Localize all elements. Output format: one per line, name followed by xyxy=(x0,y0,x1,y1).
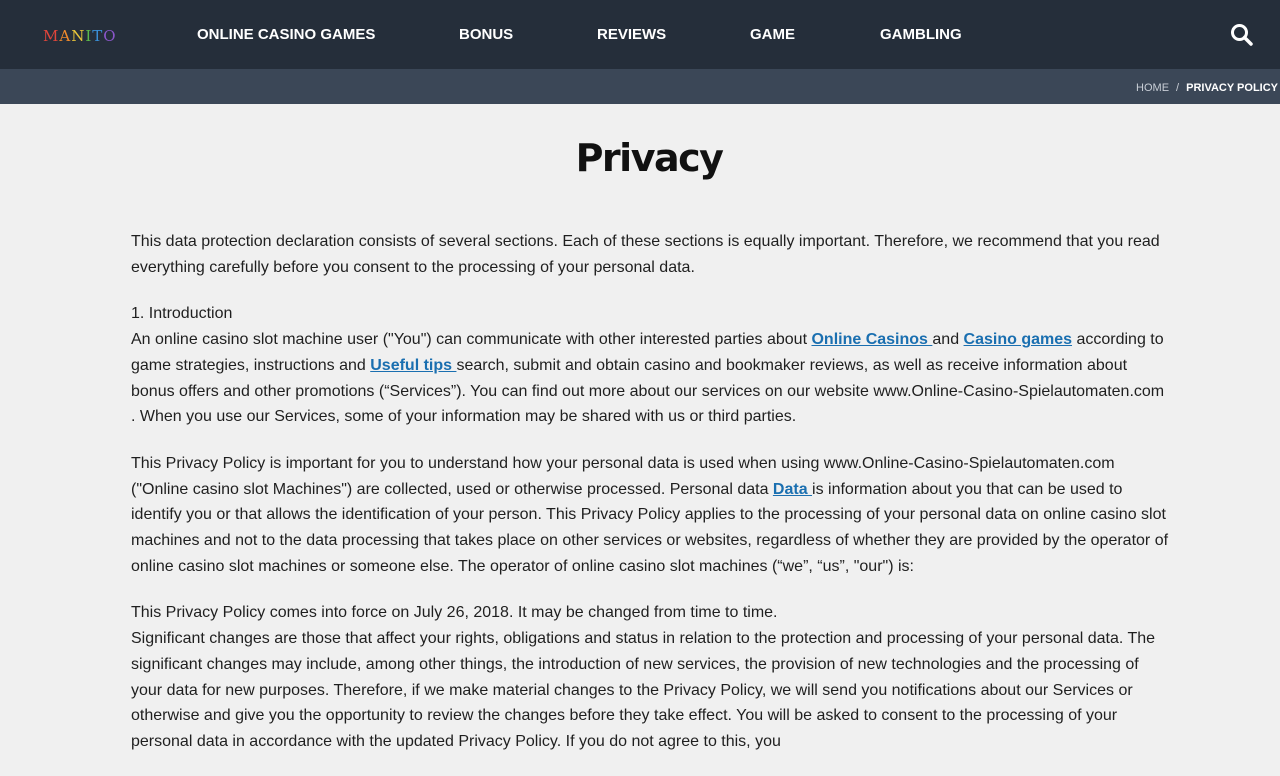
paragraph-text: is information about you that can be used to identify you or that allows the identification of your person. This Privacy Policy applies to the processing of your personal data on online casino slot machines and not to the data processing that takes place on other services or websites, regardless of whether they are provided by the operator of online casino slot machines or someone else. The operator of online casino slot machines (“we”, “us”, "our") is: xyxy=(131,480,1169,575)
search-icon[interactable] xyxy=(1229,22,1255,48)
introduction-section xyxy=(131,301,1171,430)
casino-games-link[interactable]: Casino games xyxy=(963,331,1073,349)
logo-letter: T xyxy=(92,27,104,45)
logo-letter: N xyxy=(71,27,86,45)
breadcrumb xyxy=(1136,69,1278,104)
paragraph-text: An online casino slot machine user ("You") can communicate with other interested parties about xyxy=(131,331,812,349)
data-link[interactable]: Data xyxy=(772,480,813,498)
online-casinos-link[interactable]: Online Casinos xyxy=(811,331,933,349)
nav-bonus[interactable]: BONUS xyxy=(459,26,514,43)
breadcrumb-bar xyxy=(0,69,1280,104)
paragraph-text: Significant changes are those that affect your rights, obligations and status in relation to the protection and processing of your personal data. The significant changes may include, among other things, the introduction of new services, the provision of new technologies and the processing of your data for new purposes. Therefore, if we make material changes to the Privacy Policy, we will send you notifications about our Services or otherwise and give you the opportunity to review the changes before they take effect. You will be asked to consent to the processing of your personal data in accordance with the updated Privacy Policy. If you do not agree to this, you xyxy=(131,630,1156,750)
paragraph-text: search, submit and obtain casino and bookmaker reviews, as well as receive information about bonus offers and other promotions (“Services”). You can find out more about our services on our website www.Online-Casino-Spielautomaten.com . When you use our Services, some of your information may be shared with us or third parties. xyxy=(131,356,1165,426)
intro-paragraph: This data protection declaration consists of several sections. Each of these sections is equally important. Therefore, we recommend that you read everything carefully before you consent to the processing of your personal data. xyxy=(131,233,1160,276)
site-logo[interactable] xyxy=(43,26,117,46)
paragraph-text: and xyxy=(932,331,964,349)
breadcrumb-current: PRIVACY POLICY xyxy=(1186,82,1278,94)
top-navigation-bar xyxy=(0,0,1280,69)
breadcrumb-separator: / xyxy=(1176,82,1180,94)
logo-letter: O xyxy=(103,27,117,45)
useful-tips-link[interactable]: Useful tips xyxy=(370,356,457,374)
breadcrumb-home-link[interactable]: HOME xyxy=(1136,82,1170,94)
nav-game[interactable]: GAME xyxy=(750,26,795,43)
nav-reviews[interactable]: REVIEWS xyxy=(597,26,667,43)
logo-letter: M xyxy=(43,27,60,45)
personal-data-paragraph xyxy=(131,451,1171,580)
page-title: Privacy xyxy=(575,136,723,180)
section-heading: 1. Introduction xyxy=(131,305,233,323)
logo-letter: A xyxy=(59,27,72,45)
policy-changes-paragraph xyxy=(131,600,1171,754)
paragraph-text: according to game strategies, instructions and xyxy=(131,331,1164,374)
paragraph-text: This Privacy Policy comes into force on July 26, 2018. It may be changed from time to time. xyxy=(131,604,778,622)
logo-letter: I xyxy=(85,27,93,45)
nav-online-casino-games[interactable]: ONLINE CASINO GAMES xyxy=(197,26,376,43)
paragraph-text: This Privacy Policy is important for you to understand how your personal data is used when using www.Online-Casino-Spielautomaten.com ("Online casino slot Machines") are collected, used or otherwise processed. Personal data xyxy=(131,454,1115,498)
privacy-content xyxy=(131,229,1171,776)
nav-gambling[interactable]: GAMBLING xyxy=(880,26,962,43)
